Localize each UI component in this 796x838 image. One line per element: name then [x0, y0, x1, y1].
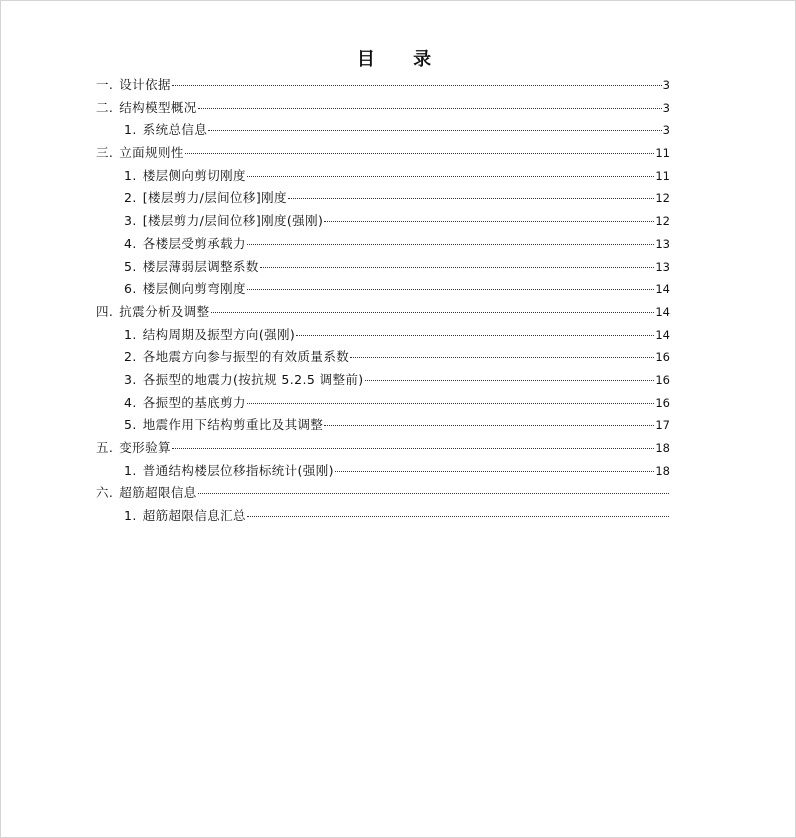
toc-entry[interactable] [96, 482, 670, 505]
toc-page-number: 16 [655, 395, 670, 410]
toc-entry-number: 5. [124, 258, 137, 274]
toc-entry-text: 系统总信息 [142, 122, 208, 138]
toc-page-number: 3 [662, 78, 670, 92]
toc-entry-text: 普通结构楼层位移指标统计(强刚) [142, 462, 334, 478]
toc-entry-number: 3. [124, 213, 137, 229]
toc-entry[interactable] [96, 74, 670, 97]
toc-page-number: 14 [655, 282, 670, 297]
toc-entry-text: 超筋超限信息 [119, 485, 197, 501]
toc-entry-label [124, 233, 246, 256]
toc-entry-number: 一. [96, 77, 114, 92]
toc-subentry[interactable] [96, 210, 670, 233]
toc-subentry[interactable] [96, 119, 670, 142]
toc-leader-dots [211, 312, 655, 313]
toc-entry-text: 楼层侧向剪弯刚度 [142, 281, 246, 297]
toc-entry-text: 各地震方向参与振型的有效质量系数 [142, 349, 350, 365]
toc-leader-dots [247, 403, 654, 404]
toc-entry-label [96, 97, 197, 120]
toc-entry-label [124, 165, 246, 188]
toc-entry-label [124, 119, 207, 142]
toc-subentry[interactable] [96, 460, 670, 483]
toc-page-number: 18 [655, 441, 670, 455]
toc-entry-number: 六. [96, 485, 114, 501]
toc-leader-dots [198, 493, 669, 494]
toc-page-number: 3 [662, 100, 670, 115]
toc-entry-text: 各振型的基底剪力 [142, 394, 246, 410]
toc-entry-number: 1. [124, 508, 137, 524]
toc-entry-text: 地震作用下结构剪重比及其调整 [142, 417, 324, 433]
toc-entry-number: 6. [124, 281, 137, 297]
table-of-contents [96, 74, 670, 528]
toc-entry-text: 各楼层受剪承载力 [142, 235, 246, 251]
toc-subentry[interactable] [96, 256, 670, 279]
toc-entry-number: 三. [96, 145, 114, 161]
toc-page-number: 11 [655, 146, 670, 161]
toc-entry-label [96, 437, 171, 460]
toc-leader-dots [247, 176, 654, 177]
toc-entry-text: 楼层薄弱层调整系数 [142, 258, 259, 274]
toc-entry[interactable] [96, 301, 670, 324]
toc-subentry[interactable] [96, 324, 670, 347]
toc-entry[interactable] [96, 437, 670, 460]
toc-entry-text: 楼层侧向剪切刚度 [142, 167, 246, 183]
toc-page-number: 17 [655, 418, 670, 433]
toc-entry-number: 五. [96, 440, 114, 455]
toc-leader-dots [185, 153, 655, 154]
toc-entry-text: 抗震分析及调整 [119, 303, 210, 319]
toc-entry-number: 4. [124, 235, 137, 251]
toc-subentry[interactable] [96, 233, 670, 256]
toc-entry-label [96, 301, 210, 324]
toc-entry-label [124, 210, 323, 233]
toc-entry-text: 超筋超限信息汇总 [142, 508, 246, 524]
page-title: 目 录 [356, 49, 448, 70]
toc-page-number: 11 [655, 168, 670, 183]
toc-leader-dots [350, 357, 654, 358]
toc-entry-number: 5. [124, 417, 137, 433]
toc-entry-number: 2. [124, 190, 137, 206]
toc-leader-dots [365, 380, 655, 381]
toc-leader-dots [324, 425, 654, 426]
toc-entry-text: 设计依据 [119, 77, 171, 92]
toc-leader-dots [208, 130, 661, 131]
toc-entry-text: 立面规则性 [119, 145, 184, 161]
toc-entry[interactable] [96, 142, 670, 165]
toc-entry-label [124, 369, 364, 392]
toc-subentry[interactable] [96, 392, 670, 415]
toc-entry-label [96, 74, 171, 97]
toc-entry[interactable] [96, 97, 670, 120]
toc-leader-dots [198, 108, 662, 109]
toc-leader-dots [172, 448, 654, 449]
toc-entry-label [124, 505, 246, 528]
toc-page-number: 16 [655, 350, 670, 365]
toc-page-number: 18 [655, 463, 670, 478]
toc-leader-dots [247, 244, 654, 245]
toc-page-number: 13 [655, 259, 670, 274]
toc-subentry[interactable] [96, 278, 670, 301]
toc-leader-dots [324, 221, 654, 222]
toc-entry-text: 变形验算 [119, 440, 171, 455]
toc-leader-dots [296, 335, 654, 336]
toc-subentry[interactable] [96, 165, 670, 188]
toc-page-number: 12 [655, 191, 670, 206]
toc-entry-label [124, 256, 259, 279]
toc-entry-number: 1. [124, 326, 137, 342]
toc-entry-label [124, 414, 323, 437]
toc-entry-label [124, 392, 246, 415]
toc-leader-dots [172, 85, 662, 86]
toc-entry-text: 结构模型概况 [119, 99, 197, 115]
toc-entry-label [124, 278, 246, 301]
toc-entry-label [124, 187, 287, 210]
toc-entry-text: [楼层剪力/层间位移]刚度(强刚) [142, 213, 324, 229]
toc-entry-number: 3. [124, 371, 137, 387]
toc-entry-text: 各振型的地震力(按抗规 5.2.5 调整前) [142, 371, 364, 387]
toc-entry-label [124, 324, 295, 347]
toc-entry-number: 二. [96, 99, 114, 115]
toc-entry-number: 1. [124, 167, 137, 183]
toc-page-number: 14 [655, 304, 670, 319]
toc-entry-number: 1. [124, 122, 137, 138]
toc-entry-label [124, 346, 349, 369]
toc-entry-number: 1. [124, 462, 137, 478]
toc-entry-label [96, 482, 197, 505]
toc-subentry[interactable] [96, 505, 670, 528]
toc-leader-dots [247, 516, 669, 517]
toc-entry-label [96, 142, 184, 165]
toc-page-number: 13 [655, 236, 670, 251]
toc-entry-number: 2. [124, 349, 137, 365]
toc-entry-number: 4. [124, 394, 137, 410]
toc-leader-dots [247, 289, 654, 290]
toc-leader-dots [335, 471, 654, 472]
toc-entry-label [124, 460, 334, 483]
toc-page-number: 3 [662, 123, 670, 138]
toc-leader-dots [288, 198, 654, 199]
toc-subentry[interactable] [96, 346, 670, 369]
toc-entry-text: 结构周期及振型方向(强刚) [142, 326, 296, 342]
toc-entry-text: [楼层剪力/层间位移]刚度 [142, 190, 287, 206]
toc-subentry[interactable] [96, 369, 670, 392]
toc-page-number: 14 [655, 327, 670, 342]
toc-subentry[interactable] [96, 187, 670, 210]
toc-page-number: 16 [655, 372, 670, 387]
toc-page-number: 12 [655, 214, 670, 229]
toc-subentry[interactable] [96, 414, 670, 437]
toc-leader-dots [260, 267, 655, 268]
toc-entry-number: 四. [96, 303, 114, 319]
